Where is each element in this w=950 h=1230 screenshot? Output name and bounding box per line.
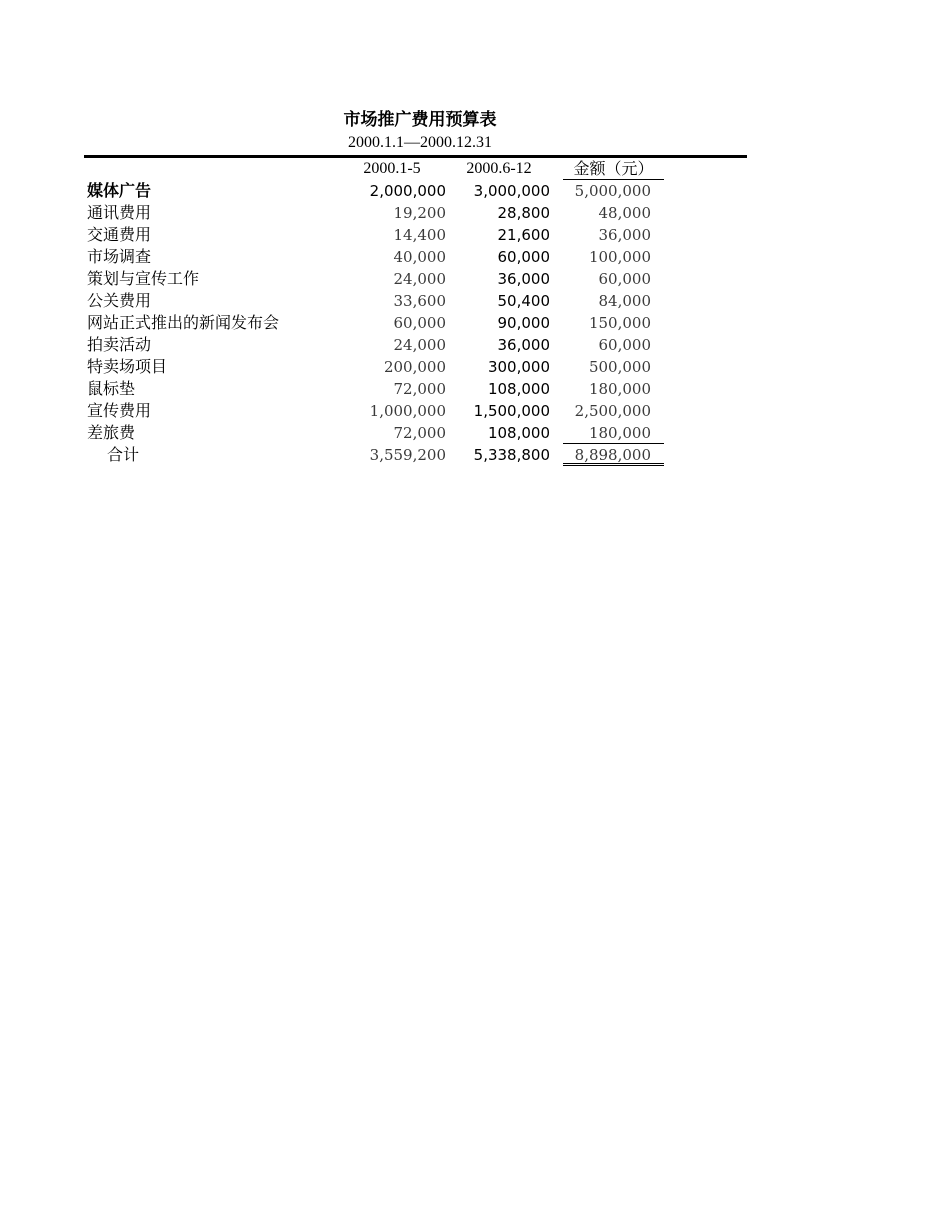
table-row xyxy=(0,246,950,268)
column-header-period-1: 2000.1-5 xyxy=(363,160,421,177)
cell-period-1: 24,000 xyxy=(393,270,446,288)
cell-period-2: 3,000,000 xyxy=(473,182,550,200)
cell-period-1: 72,000 xyxy=(393,380,446,398)
cell-period-2: 90,000 xyxy=(497,314,550,332)
cell-period-2: 50,400 xyxy=(497,292,550,310)
cell-period-2: 36,000 xyxy=(497,336,550,354)
cell-amount: 500,000 xyxy=(588,358,651,376)
total-label: 合计 xyxy=(107,445,140,464)
table-row xyxy=(0,312,950,334)
cell-amount: 60,000 xyxy=(598,336,651,354)
table-row xyxy=(0,268,950,290)
cell-period-1: 200,000 xyxy=(383,358,446,376)
column-header-period-2: 2000.6-12 xyxy=(466,160,532,177)
column-header-amount: 金额（元） xyxy=(563,158,664,180)
cell-amount: 5,000,000 xyxy=(574,182,651,200)
total-period-1: 3,559,200 xyxy=(369,446,446,464)
row-label: 市场调查 xyxy=(87,247,152,266)
cell-period-1: 2,000,000 xyxy=(369,182,446,200)
cell-period-1: 1,000,000 xyxy=(369,402,446,420)
cell-period-2: 108,000 xyxy=(487,424,550,442)
total-period-2: 5,338,800 xyxy=(473,446,550,464)
row-label: 宣传费用 xyxy=(87,401,152,420)
row-label: 公关费用 xyxy=(87,291,152,310)
cell-amount: 2,500,000 xyxy=(574,402,651,420)
table-row xyxy=(0,422,950,444)
cell-amount: 150,000 xyxy=(588,314,651,332)
cell-period-1: 24,000 xyxy=(393,336,446,354)
cell-amount: 48,000 xyxy=(598,204,651,222)
table-row xyxy=(0,290,950,312)
budget-table xyxy=(0,180,950,466)
row-label: 鼠标垫 xyxy=(87,379,136,398)
cell-period-1: 60,000 xyxy=(393,314,446,332)
cell-period-2: 28,800 xyxy=(497,204,550,222)
cell-amount: 60,000 xyxy=(598,270,651,288)
table-row xyxy=(0,202,950,224)
total-amount: 8,898,000 xyxy=(563,444,664,466)
cell-period-2: 300,000 xyxy=(487,358,550,376)
row-label: 特卖场项目 xyxy=(87,357,168,376)
row-label: 通讯费用 xyxy=(87,203,152,222)
cell-period-2: 36,000 xyxy=(497,270,550,288)
row-label: 媒体广告 xyxy=(87,181,152,200)
table-row xyxy=(0,400,950,422)
cell-period-1: 40,000 xyxy=(393,248,446,266)
table-row xyxy=(0,180,950,202)
cell-period-1: 33,600 xyxy=(393,292,446,310)
row-label: 策划与宣传工作 xyxy=(87,269,200,288)
cell-period-2: 1,500,000 xyxy=(473,402,550,420)
cell-amount: 100,000 xyxy=(588,248,651,266)
cell-period-1: 14,400 xyxy=(393,226,446,244)
cell-period-1: 72,000 xyxy=(393,424,446,442)
cell-period-1: 19,200 xyxy=(393,204,446,222)
row-label: 交通费用 xyxy=(87,225,152,244)
cell-period-2: 21,600 xyxy=(497,226,550,244)
sheet-period: 2000.1.1—2000.12.31 xyxy=(348,134,492,151)
cell-amount: 180,000 xyxy=(563,422,664,444)
row-label: 差旅费 xyxy=(87,423,136,442)
row-label: 网站正式推出的新闻发布会 xyxy=(87,313,280,332)
cell-period-2: 108,000 xyxy=(487,380,550,398)
cell-amount: 84,000 xyxy=(598,292,651,310)
table-row xyxy=(0,378,950,400)
table-row xyxy=(0,334,950,356)
row-label: 拍卖活动 xyxy=(87,335,152,354)
sheet-title: 市场推广费用预算表 xyxy=(343,110,497,130)
total-row xyxy=(0,444,950,466)
cell-amount: 180,000 xyxy=(588,380,651,398)
table-row xyxy=(0,356,950,378)
table-row xyxy=(0,224,950,246)
cell-amount: 36,000 xyxy=(598,226,651,244)
cell-period-2: 60,000 xyxy=(497,248,550,266)
